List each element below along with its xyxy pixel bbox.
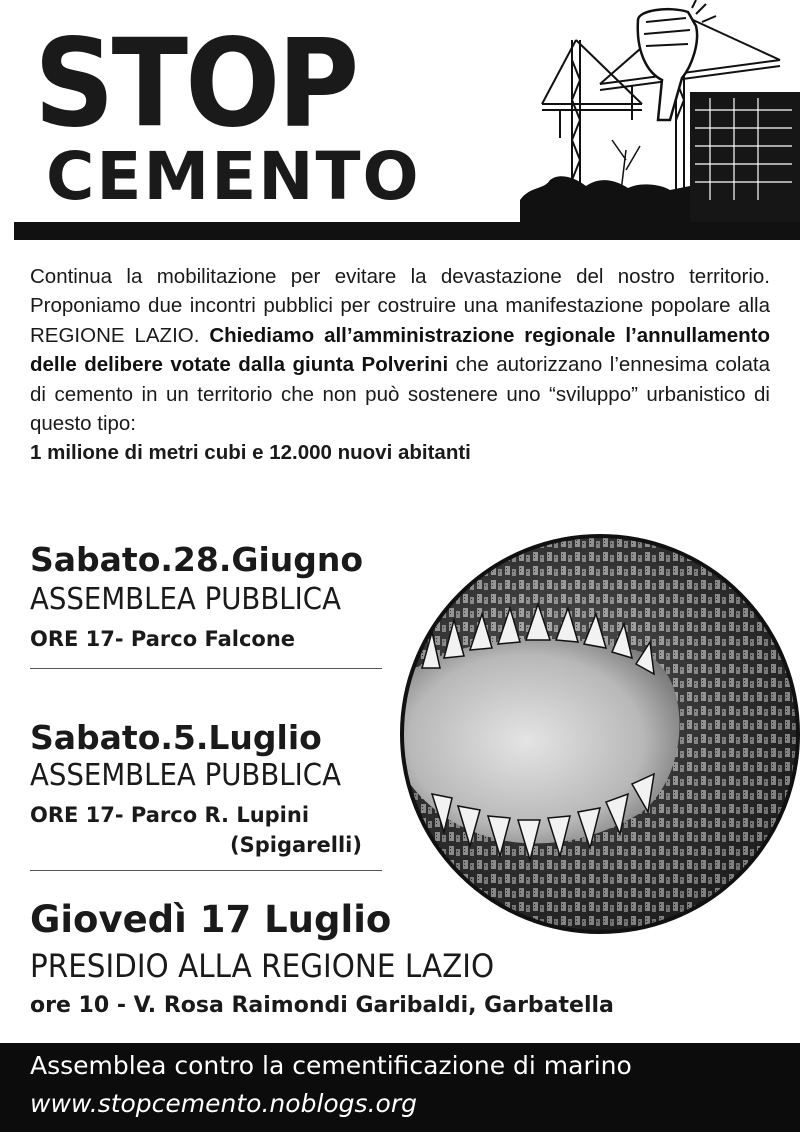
poster-title-cemento: CEMENTO <box>46 138 421 215</box>
event-2-date: Sabato.5.Luglio <box>30 718 322 757</box>
event-2-type: ASSEMBLEA PUBBLICA <box>30 758 341 793</box>
event-1-detail: ORE 17- Parco Falcone <box>30 627 296 651</box>
footer-organizer: Assemblea contro la cementificazione di marino <box>30 1051 632 1080</box>
footer-website-link[interactable]: www.stopcemento.noblogs.org <box>30 1089 417 1118</box>
event-3-detail: ore 10 - V. Rosa Raimondi Garibaldi, Garbatella <box>30 993 614 1018</box>
intro-text-bold: Chiediamo all’amministrazione regionale l’annullamento delle delibere votate dalla giunta Polverini <box>30 323 770 377</box>
event-3-type: PRESIDIO ALLA REGIONE LAZIO <box>30 947 495 985</box>
intro-text-part2: che autorizzano l’ennesima colata di cemento in un territorio che non può sostenere uno “sviluppo” urbanistico di questo tipo: <box>30 353 770 436</box>
event-3-date: Giovedì 17 Luglio <box>30 898 392 941</box>
globe-city-mouth-illustration <box>392 522 800 946</box>
intro-text-part1: Continua la mobilitazione per evitare la devastazione del nostro territorio. Proponiamo due incontri pubblici per costruire una manifestazione popolare alla REGIONE LAZIO. <box>30 265 770 347</box>
poster-title-stop: STOP <box>34 14 357 155</box>
event-1-date: Sabato.28.Giugno <box>30 540 364 579</box>
event-2-note: (Spigarelli) <box>230 833 362 857</box>
intro-highlight: 1 milione di metri cubi e 12.000 nuovi abitanti <box>30 441 471 465</box>
intro-paragraph <box>30 262 770 468</box>
construction-cranes-fist-icon <box>520 0 800 232</box>
event-divider <box>30 668 382 669</box>
event-divider <box>30 870 382 871</box>
event-1-type: ASSEMBLEA PUBBLICA <box>30 582 341 617</box>
header-divider <box>14 222 800 240</box>
event-2-detail: ORE 17- Parco R. Lupini <box>30 803 310 827</box>
